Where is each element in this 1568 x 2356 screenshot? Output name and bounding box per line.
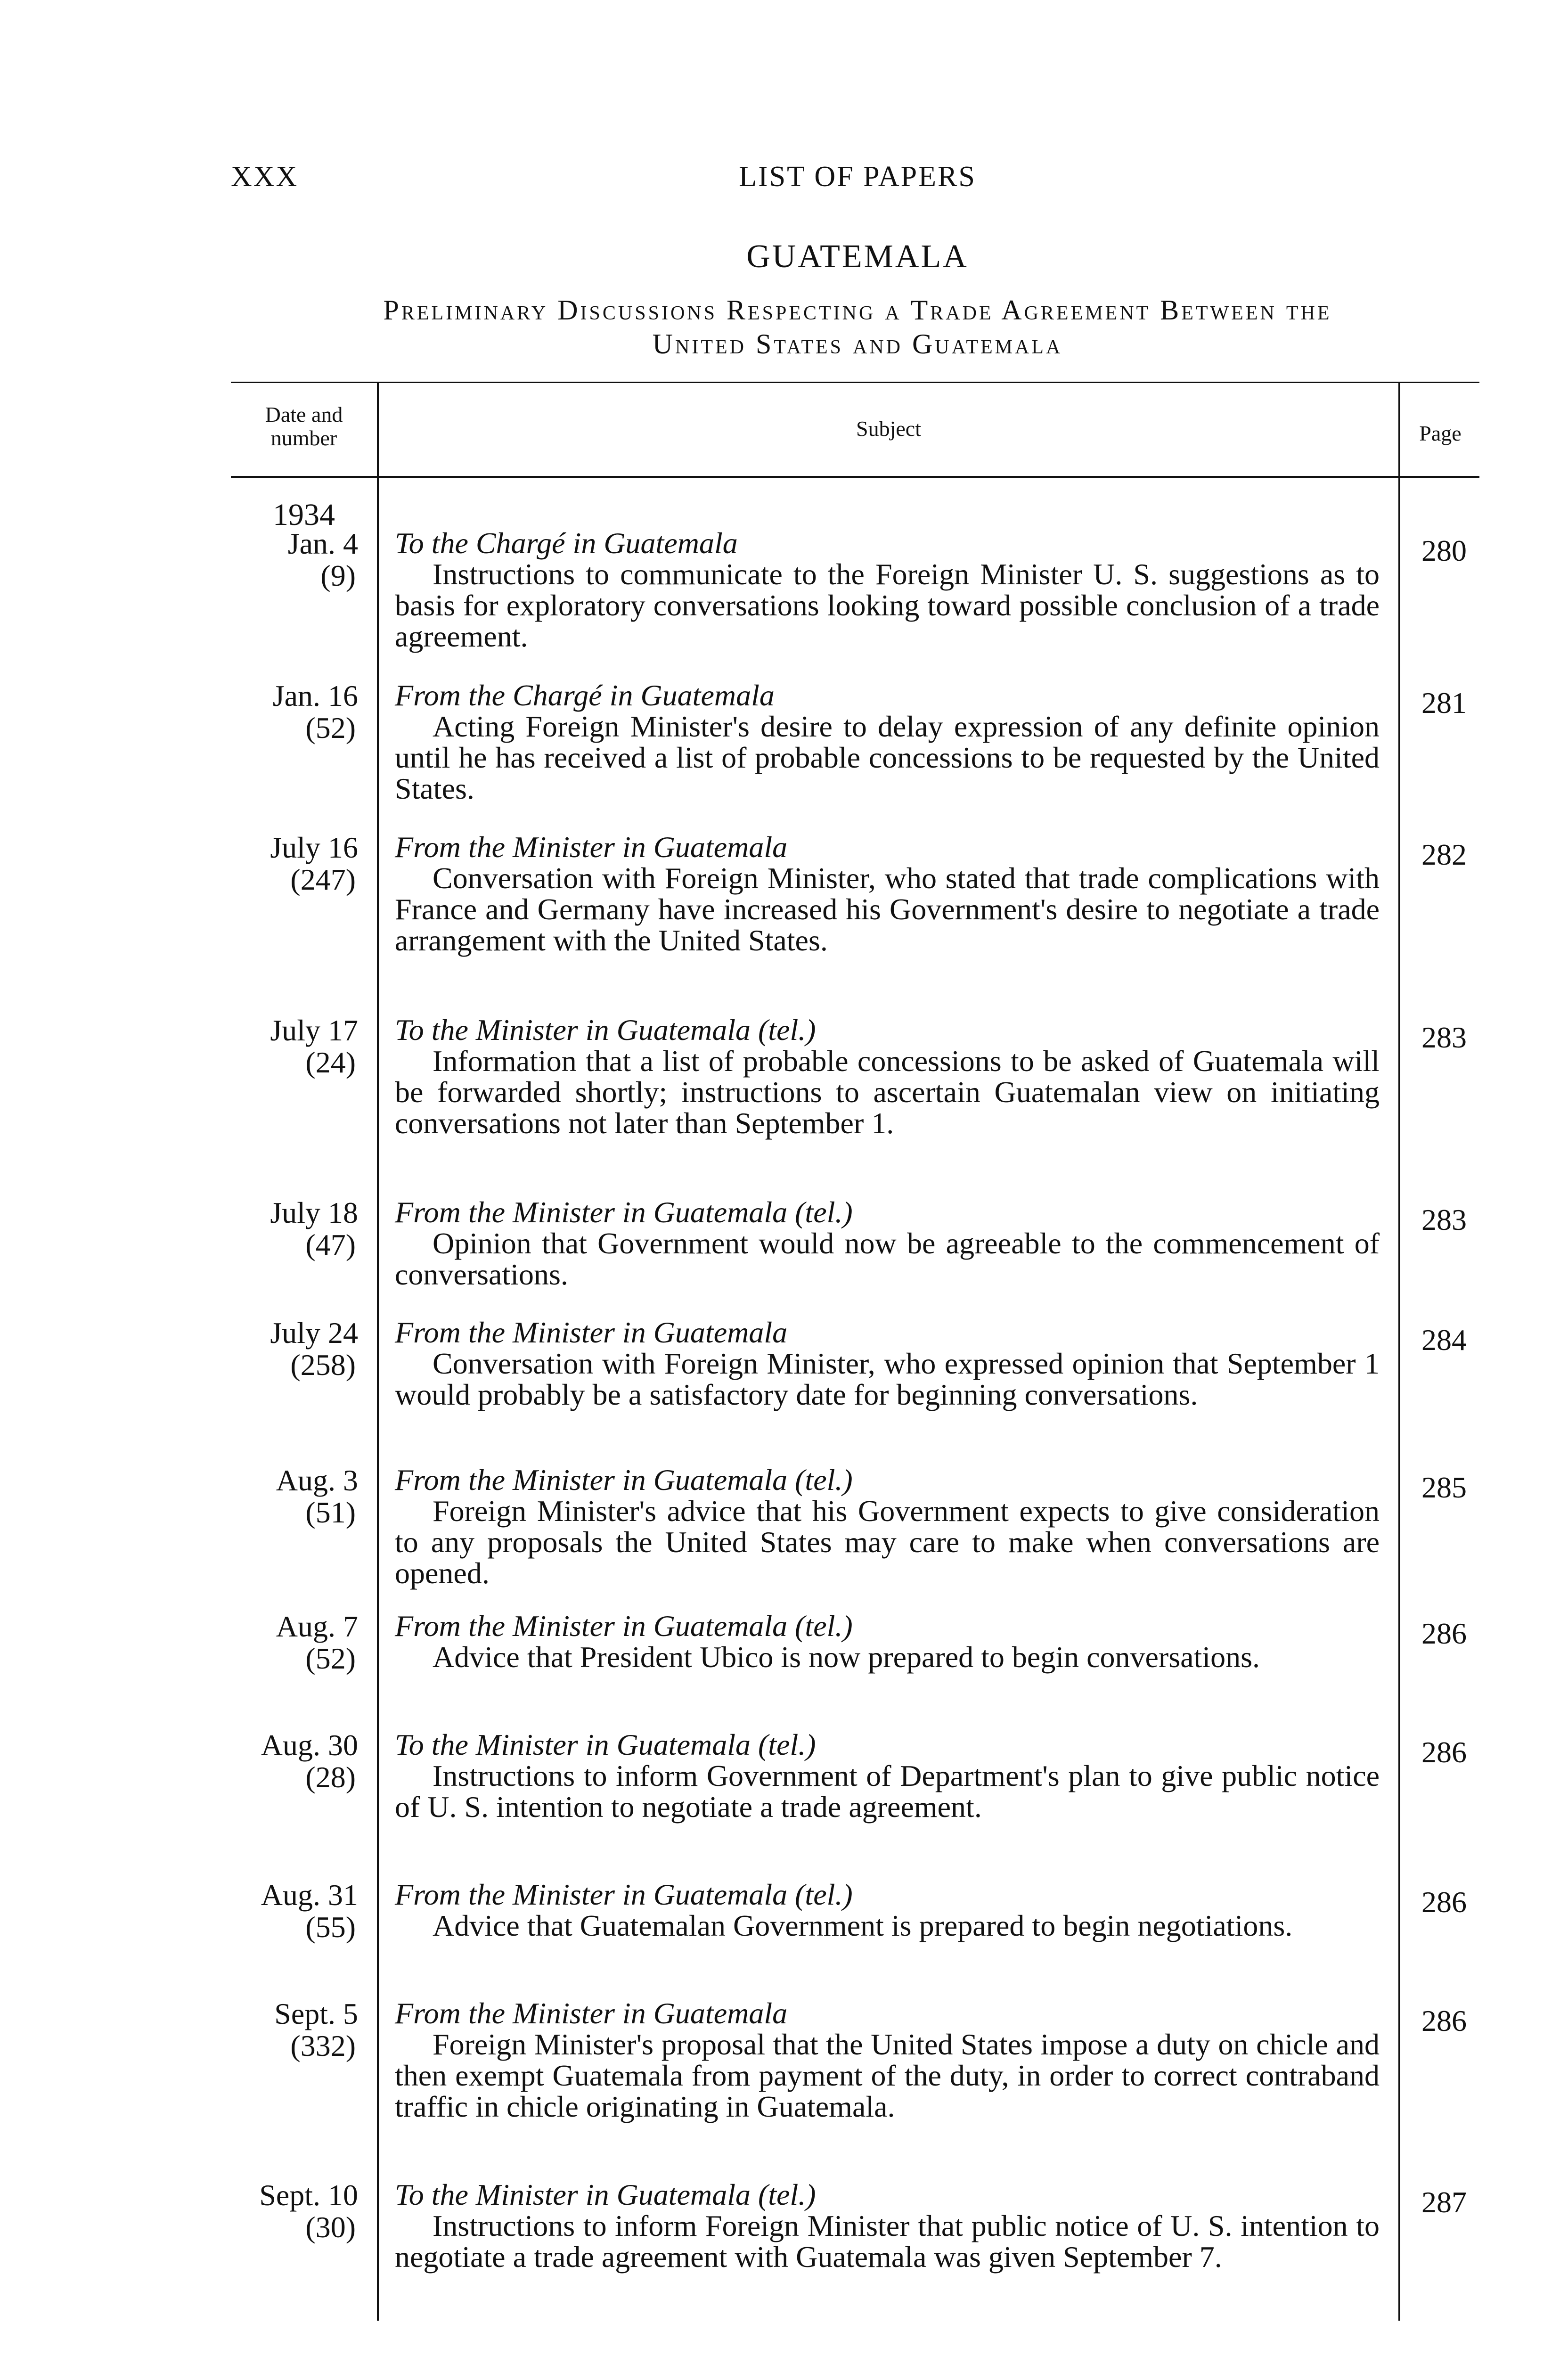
entry-date: Aug. 30	[261, 1728, 358, 1762]
entry-page: 286	[1421, 1885, 1467, 1919]
entry-subject	[395, 832, 1380, 956]
entry-summary: Conversation with Foreign Minister, who stated that trade complications with France and Germany have increased his Government's desire to negotiate a trade arrangement with the United States.	[395, 861, 1380, 957]
entry-date: July 17	[270, 1014, 358, 1047]
entry-page: 286	[1421, 2004, 1467, 2037]
entry-number: (258)	[290, 1348, 356, 1382]
entry-page: 282	[1421, 838, 1467, 871]
column-header-page: Page	[1419, 421, 1462, 445]
section-title-line-2: United States and Guatemala	[652, 328, 1063, 360]
entry-summary: Instructions to inform Foreign Minister that public notice of U. S. intention to negotiate a trade agreement with Guatemala was given September 7.	[395, 2209, 1380, 2274]
entry-page: 286	[1421, 1735, 1467, 1769]
entry-number: (28)	[305, 1760, 356, 1794]
page-column-divider	[1398, 382, 1400, 2321]
column-header-subject: Subject	[856, 417, 921, 441]
entry-subject	[395, 1998, 1380, 2122]
entry-summary: Advice that Guatemalan Government is prepared to begin negotiations.	[433, 1909, 1293, 1942]
table-top-rule	[231, 382, 1479, 383]
entry-summary: Opinion that Government would now be agreeable to the commencement of conversations.	[395, 1227, 1380, 1291]
entry-number: (47)	[305, 1228, 356, 1261]
entry-number: (24)	[305, 1046, 356, 1079]
entry-subject	[395, 1317, 1380, 1410]
entry-date: Jan. 4	[287, 527, 358, 560]
entry-number: (52)	[305, 711, 356, 744]
entry-heading: From the Minister in Guatemala (tel.)	[395, 1463, 853, 1497]
country-heading: GUATEMALA	[746, 238, 969, 275]
entry-page: 281	[1421, 686, 1467, 720]
entry-subject	[395, 528, 1380, 652]
entry-heading: From the Minister in Guatemala	[395, 830, 788, 864]
entry-heading: From the Minister in Guatemala (tel.)	[395, 1609, 853, 1643]
entry-summary: Instructions to communicate to the Foreign Minister U. S. suggestions as to basis for exploratory conversations looking toward possible conclusion of a trade agreement.	[395, 557, 1380, 653]
entry-number: (55)	[305, 1910, 356, 1944]
entry-subject	[395, 1611, 1380, 1673]
entry-number: (9)	[320, 559, 356, 592]
entry-subject	[395, 2179, 1380, 2273]
entry-subject	[395, 1014, 1380, 1139]
entry-summary: Advice that President Ubico is now prepared to begin conversations.	[433, 1640, 1260, 1674]
page-folio: XXX	[231, 161, 299, 193]
entry-date: Jan. 16	[272, 679, 358, 712]
entry-summary: Information that a list of probable concessions to be asked of Guatemala will be forwarded shortly; instructions to ascertain Guatemalan view on initiating conversations not later than September 1.	[395, 1044, 1380, 1140]
section-title-line-1: Preliminary Discussions Respecting a Trade Agreement Between the	[383, 294, 1332, 326]
entry-page: 286	[1421, 1617, 1467, 1650]
year-label: 1934	[273, 498, 335, 532]
running-title: LIST OF PAPERS	[739, 161, 976, 193]
entry-summary: Conversation with Foreign Minister, who expressed opinion that September 1 would probably be a satisfactory date for beginning conversations.	[395, 1347, 1380, 1411]
entry-subject	[395, 1879, 1380, 1941]
entry-subject	[395, 680, 1380, 804]
entry-heading: From the Chargé in Guatemala	[395, 679, 775, 712]
entry-date: Aug. 31	[261, 1878, 358, 1912]
section-title	[207, 293, 1508, 361]
entry-heading: To the Minister in Guatemala (tel.)	[395, 2178, 816, 2211]
column-header-date-line-1: Date and	[265, 402, 343, 426]
entry-number: (51)	[305, 1496, 356, 1529]
entry-page: 285	[1421, 1471, 1467, 1504]
table-header-rule	[231, 476, 1479, 478]
entry-subject	[395, 1464, 1380, 1589]
entry-summary: Acting Foreign Minister's desire to delay expression of any definite opinion until he has received a list of probable concessions to be requested by the United States.	[395, 710, 1380, 805]
entry-number: (332)	[290, 2029, 356, 2062]
entry-number: (30)	[305, 2210, 356, 2244]
entry-heading: To the Chargé in Guatemala	[395, 526, 738, 560]
entry-heading: From the Minister in Guatemala	[395, 1996, 788, 2030]
entry-page: 287	[1421, 2185, 1467, 2219]
entry-date: July 18	[270, 1196, 358, 1229]
entry-heading: From the Minister in Guatemala	[395, 1316, 788, 1349]
entry-summary: Foreign Minister's proposal that the United States impose a duty on chicle and then exempt Guatemala from payment of the duty, in order to correct contraband traffic in chicle originating in Guatemala.	[395, 2028, 1380, 2123]
entry-number: (52)	[305, 1642, 356, 1675]
running-head	[231, 160, 1484, 203]
entry-date: Aug. 7	[276, 1610, 358, 1643]
date-column-divider	[377, 382, 379, 2321]
entry-date: Sept. 10	[259, 2178, 358, 2212]
entry-page: 283	[1421, 1021, 1467, 1054]
entry-subject	[395, 1197, 1380, 1290]
column-header-date-line-2: number	[270, 426, 337, 450]
entry-heading: From the Minister in Guatemala (tel.)	[395, 1878, 853, 1911]
entry-date: Sept. 5	[274, 1997, 358, 2030]
entry-number: (247)	[290, 863, 356, 896]
entry-heading: From the Minister in Guatemala (tel.)	[395, 1195, 853, 1229]
entry-date: July 16	[270, 831, 358, 864]
entry-summary: Foreign Minister's advice that his Government expects to give consideration to any proposals the United States may care to make when conversations are opened.	[395, 1494, 1380, 1590]
entry-heading: To the Minister in Guatemala (tel.)	[395, 1728, 816, 1761]
column-header-date	[231, 403, 377, 450]
entry-date: July 24	[270, 1316, 358, 1350]
entry-subject	[395, 1729, 1380, 1823]
entry-summary: Instructions to inform Government of Department's plan to give public notice of U. S. intention to negotiate a trade agreement.	[395, 1759, 1380, 1824]
entry-page: 280	[1421, 534, 1467, 567]
entry-date: Aug. 3	[276, 1464, 358, 1497]
entry-page: 283	[1421, 1203, 1467, 1236]
entry-heading: To the Minister in Guatemala (tel.)	[395, 1013, 816, 1047]
entry-page: 284	[1421, 1323, 1467, 1357]
